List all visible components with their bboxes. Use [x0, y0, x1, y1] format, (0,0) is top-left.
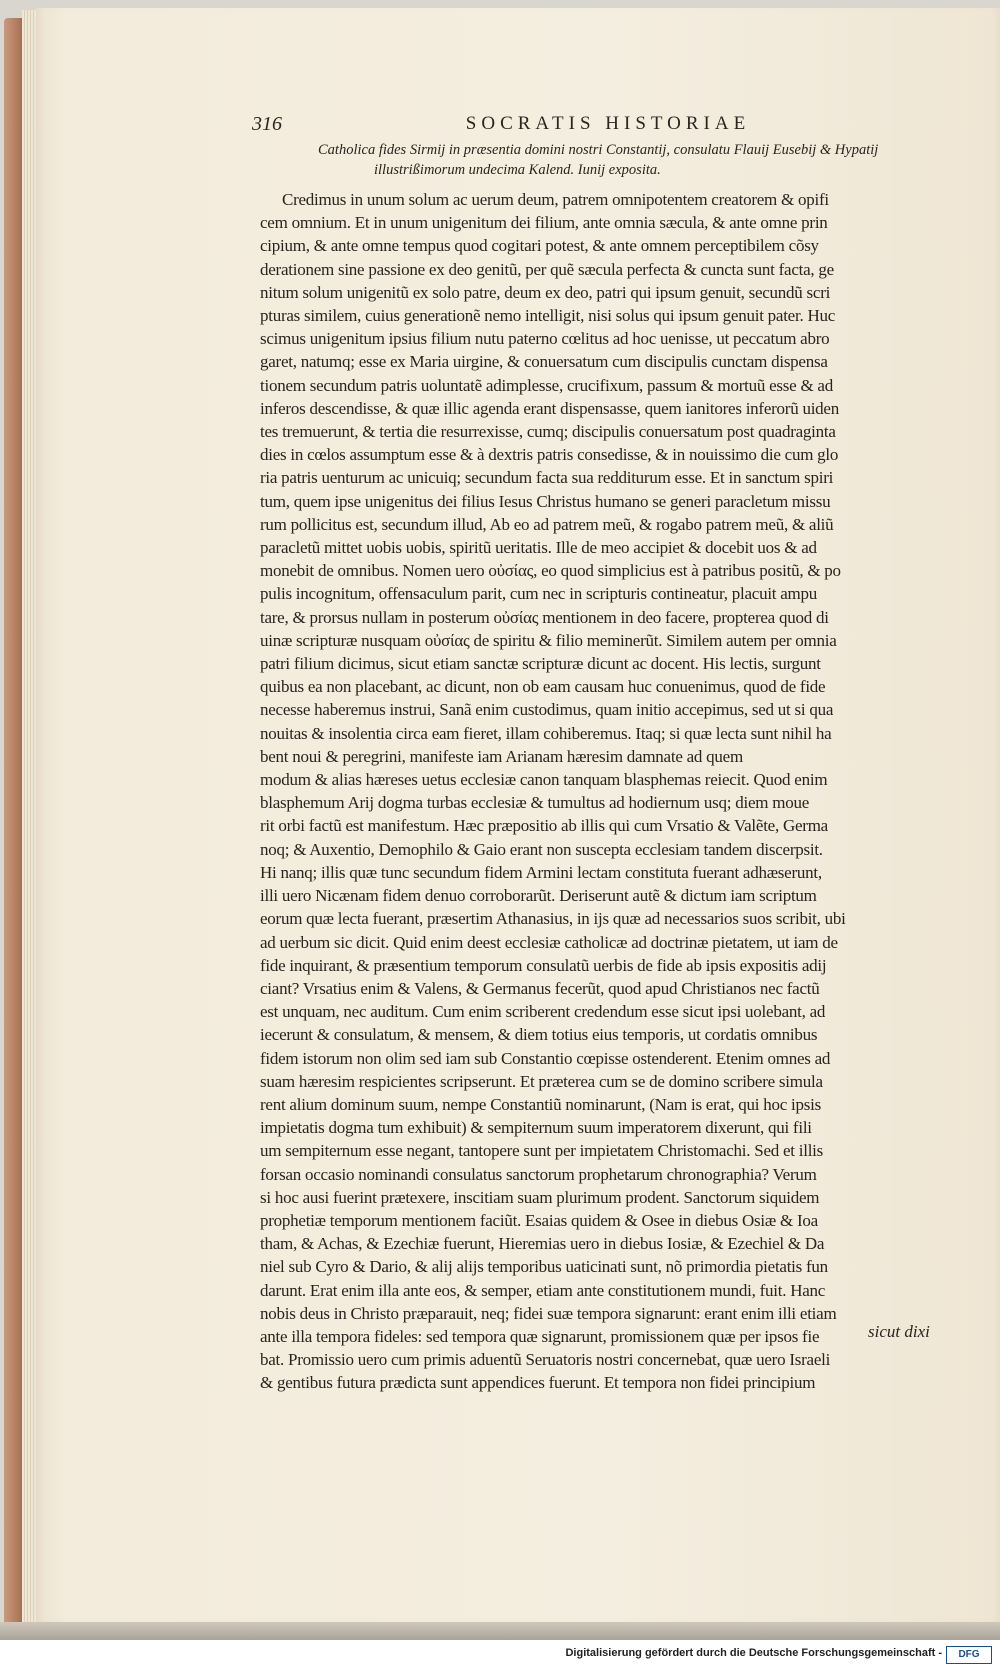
text-line: tham, & Achas, & Ezechiæ fuerunt, Hieremias uero in diebus Iosiæ, & Ezechiel & Da	[260, 1234, 825, 1254]
text-line: garet, natumq; esse ex Maria uirgine, & conuersatum cum discipulis cunctam dispensa	[260, 352, 828, 372]
text-line: ad uerbum sic dicit. Quid enim deest ecclesiæ catholicæ ad doctrinæ pietatem, ut iam de	[260, 932, 838, 952]
text-line: Hi nanq; illis quæ tunc secundum fidem Armini lectam constituta fuerant adhæserunt,	[260, 862, 822, 882]
text-line: si hoc ausi fuerint prætexere, inscitiam suam plurimum prodent. Sanctorum siquidem	[260, 1187, 820, 1207]
page-number: 316	[252, 113, 282, 135]
text-line: noq; & Auxentio, Demophilo & Gaio erant non suscepta ecclesiam tandem discerpsit.	[260, 839, 823, 859]
text-line: fide inquirant, & præsentium temporum consulatũ uerbis de fide ab ipsis expositis adij	[260, 955, 827, 975]
text-line: iecerunt & consulatum, & mensem, & diem totius eius temporis, ut cordatis omnibus	[260, 1025, 818, 1045]
running-title: SOCRATIS HISTORIAE	[465, 113, 751, 134]
text-line: monebit de omnibus. Nomen uero οὐσίας, eo quod simplicius est à patribus positũ, & po	[260, 561, 841, 581]
text-line: ante illa tempora fideles: sed tempora quæ signarunt, promissionem quæ per ipsos fie	[260, 1326, 820, 1346]
text-line: eorum quæ lecta fuerant, præsertim Athanasius, in ijs quæ ad necessarios suos scribit, ubi	[260, 909, 846, 929]
text-line: rum pollicitus est, secundum illud, Ab eo ad patrem meũ, & rogabo patrem meũ, & aliũ	[260, 514, 834, 534]
text-line: um sempiternum esse negant, tantopere sunt per impietatem Christomachi. Sed et illis	[260, 1141, 824, 1161]
text-line: est unquam, nec auditum. Cum enim scriberent credendum esse sicut ipsi uolebant, ad	[260, 1002, 826, 1022]
text-line: prophetiæ temporum mentionem faciũt. Esaias quidem & Osee in diebus Osiæ & Ioa	[260, 1210, 818, 1230]
text-line: quibus ea non placebant, ac dicunt, non ob eam causam huc conuenimus, quod de fide	[260, 677, 826, 697]
text-line: cem omnium. Et in unum unigenitum dei filium, ante omnia sæcula, & ante omne prin	[260, 213, 828, 233]
text-line: paracletũ mittet uobis uobis, spiritũ ueritatis. Ille de meo accipiet & docebit uos & ad	[260, 538, 817, 558]
section-heading	[318, 140, 968, 180]
text-line: & gentibus futura prædicta sunt appendices fuerunt. Et tempora non fidei principium	[260, 1373, 816, 1393]
heading-line: illustrißimorum undecima Kalend. Iunij exposita.	[374, 162, 661, 178]
text-line: nouitas & insolentia circa eam fieret, illam cohiberemus. Itaq; si quæ lecta sunt nihil ha	[260, 723, 832, 743]
catchword: sicut dixi	[868, 1322, 930, 1341]
footer-bar	[0, 1640, 1000, 1669]
text-line: pturas similem, cuius generationẽ nemo intelligit, nisi solus qui ipsum genuit pater. Huc	[260, 306, 836, 326]
text-line: tum, quem ipse unigenitus dei filius Iesus Christus humano se generi paracletum missu	[260, 491, 831, 511]
page-header	[252, 111, 964, 141]
text-line: nitum solum unigenitũ ex solo patre, deum ex deo, patri qui ipsum genuit, secundũ scri	[260, 282, 831, 302]
text-line: suam hæresim respicientes scripserunt. Et præterea cum se de domino scribere simula	[260, 1071, 823, 1091]
dfg-logo: DFG	[946, 1646, 992, 1664]
text-line: darunt. Erat enim illa ante eos, & semper, etiam ante constitutionem mundi, fuit. Hanc	[260, 1280, 826, 1300]
body-text	[260, 188, 968, 1395]
text-line: Credimus in unum solum ac uerum deum, patrem omnipotentem creatorem & opifi	[282, 190, 829, 209]
text-line: derationem sine passione ex deo genitũ, per quẽ sæcula perfecta & cuncta sunt facta, ge	[260, 259, 834, 279]
text-line: fidem istorum non olim sed iam sub Constantio cœpisse ostenderent. Etenim omnes ad	[260, 1048, 831, 1068]
text-line: niel sub Cyro & Dario, & alij alijs temporibus uaticinati sunt, nõ primordia pietatis fun	[260, 1257, 828, 1277]
text-line: scimus unigenitum ipsius filium nutu paterno cœlitus ad hoc uenisse, ut peccatum abro	[260, 329, 830, 349]
text-line: bent noui & peregrini, manifeste iam Arianam hæresim damnate ad quem	[260, 746, 743, 766]
text-line: necesse haberemus instrui, Sanã enim custodimus, quam initio accepimus, sed ut si qua	[260, 700, 834, 720]
text-line: modum & alias hæreses uetus ecclesiæ canon tanquam blasphemas reiecit. Quod enim	[260, 770, 828, 790]
text-line: rit orbi factũ est manifestum. Hæc præpositio ab illis qui cum Vrsatio & Valẽte, Germa	[260, 816, 828, 836]
text-line: bat. Promissio uero cum primis aduentũ Seruatoris nostri concernebat, quæ uero Israeli	[260, 1350, 831, 1370]
text-line: dies in cœlos assumptum esse & à dextris patris consedisse, & in nouissimo die cum glo	[260, 445, 839, 465]
text-line: pulis incognitum, offensaculum parit, cum nec in scripturis contineatur, placuit ampu	[260, 584, 818, 604]
text-line: impietatis dogma tum exhibuit) & sempiternum suum imperatorem dixerunt, qui fili	[260, 1118, 812, 1138]
text-line: nobis deus in Christo præparauit, neq; fidei suæ tempora signarunt: erant enim illi etiam	[260, 1303, 837, 1323]
text-line: tes tremuerunt, & tertia die resurrexisse, cumq; discipulis conuersatum post quadraginta	[260, 422, 836, 442]
text-line: tare, & prorsus nullam in posterum οὐσίας mentionem in deo facere, propterea quod di	[260, 607, 829, 627]
heading-line: Catholica fides Sirmij in præsentia domini nostri Constantij, consulatu Flauij Eusebij & Hypatij	[318, 142, 879, 158]
funding-credit: Digitalisierung gefördert durch die Deutsche Forschungsgemeinschaft -	[565, 1647, 942, 1659]
text-line: rent alium dominum suum, nempe Constantiũ nominarunt, (Nam is erat, qui hoc ipsis	[260, 1094, 821, 1114]
text-line: tionem secundum patris uoluntatẽ adimplesse, crucifixum, passum & mortuũ esse & ad	[260, 375, 833, 395]
text-line: ria patris uenturum ac unicuiq; secundum facta sua redditurum esse. Et in sanctum spiri	[260, 468, 834, 488]
text-line: patri filium dicimus, sicut etiam sanctæ scripturæ dicunt ac docent. His lectis, surgunt	[260, 654, 821, 674]
text-line: forsan occasio nominandi consulatus sanctorum prophetarum chronographia? Verum	[260, 1164, 817, 1184]
text-line: illi uero Nicænam fidem denuo corroborarũt. Deriserunt autẽ & dictum iam scriptum	[260, 886, 817, 906]
text-line: cipium, & ante omne tempus quod cogitari potest, & ante omnem perceptibilem cõsy	[260, 236, 819, 256]
text-line: blasphemum Arij dogma turbas ecclesiæ & tumultus ad hodiernum usq; diem moue	[260, 793, 809, 813]
text-line: ciant? Vrsatius enim & Valens, & Germanus fecerũt, quod apud Christianos nec factũ	[260, 978, 820, 998]
text-line: uinæ scripturæ nusquam οὐσίας de spiritu & filio meminerũt. Similem autem per omnia	[260, 630, 837, 650]
bottom-shadow	[0, 1622, 1000, 1640]
text-line: inferos descendisse, & quæ illic agenda erant dispensasse, quem ianitores inferorũ uiden	[260, 398, 839, 418]
